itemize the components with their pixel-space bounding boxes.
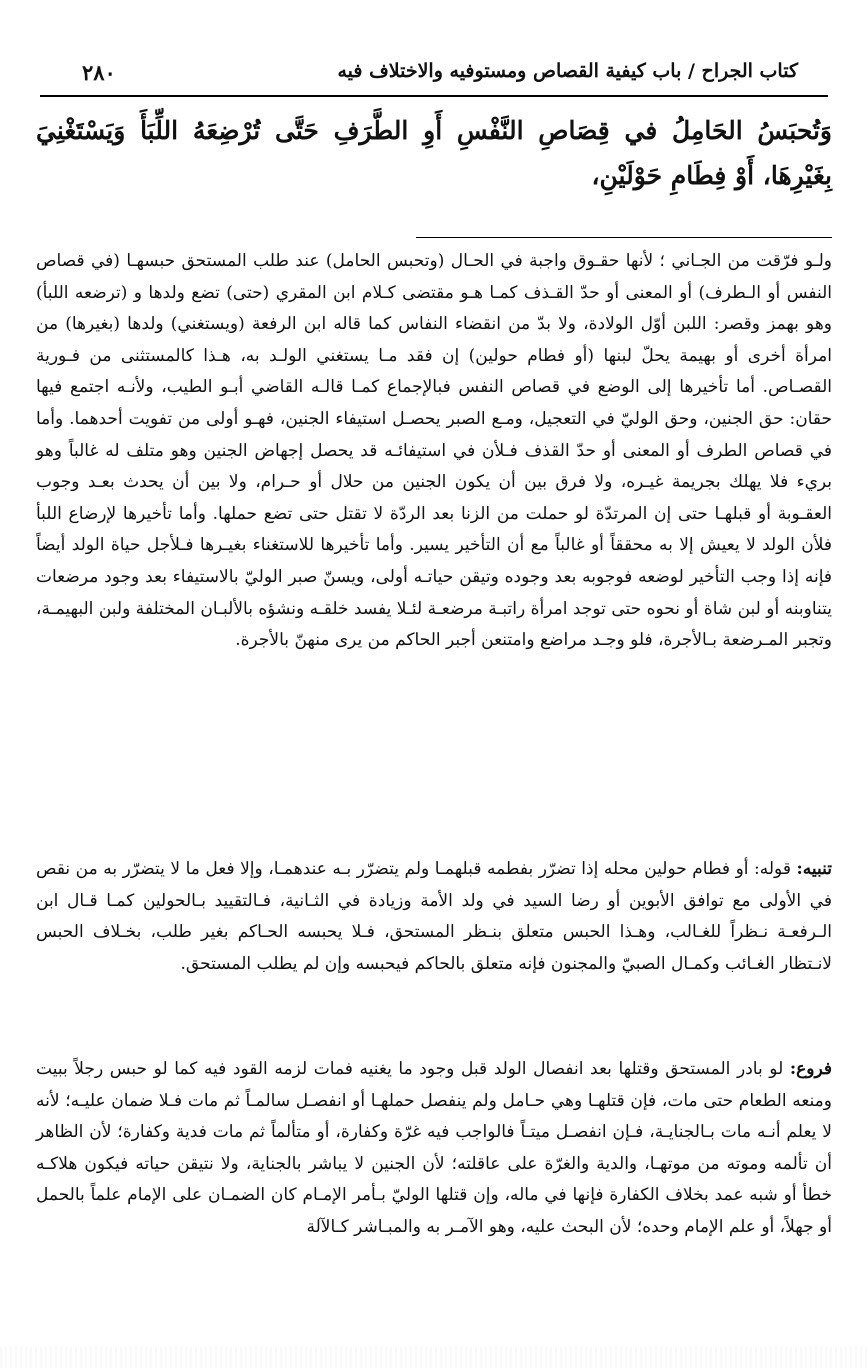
header-divider (40, 95, 828, 97)
matn-text: وَتُحبَسُ الحَامِلُ في قِصَاصِ النَّفْسِ أَوِ الطَّرَفِ حَتَّى تُرْضِعَهُ اللِّبَأَ وَيَسْتَغْنِيَ بِغَيْرِهَا، أَوْ فِطَامِ حَوْلَيْنِ، (36, 116, 832, 190)
tanbih-text: قوله: أو فطام حولين محله إذا تضرّر بفطمه قبلهمـا ولم يتضرّر بـه عندهمـا، وإلا فعل ما لا يتضرّر به من نقص في الأولى مع توافق الأبوين أو رضا السيد في ولد الأمة وزيادة في الثـانية، فـالتقييد بـالحولين كمـا قـال ابن الـرفعـة نـظراً للغـالب، وهـذا الحبس متعلق بنـظر المستحق، فـلا يحبسه الحـاكم بغير طلب، بخـلاف الحبس لانـتظار الغـائب وكمـال الصبيّ والمجنون فإنه متعلق بالحاكم فيحبسه وإن لم يطلب المستحق. (36, 859, 832, 974)
tanbih-paragraph (36, 854, 832, 980)
matn-divider (416, 237, 832, 238)
commentary-text: ولـو فرّقت من الجـاني ؛ لأنها حقـوق واجبة في الحـال (وتحبس الحامل) عند طلب المستحق حبسهـا (في قصاص النفس أو الـطرف) أو المعنى أو حدّ القـذف كمـا هـو مقتضى كـلام ابن المقري (حتى) تضع ولدها و (ترضعه اللبأ) وهو بهمز وقصر: اللبن أوّل الولادة، ولا بدّ من انقضاء النفاس كما قاله ابن الرفعة (ويستغني) ولدها (بغيرها) من امرأة أخرى أو بهيمة يحلّ لبنها (أو فطام حولين) إن فقد مـا يستغني الولـد به، هـذا كالمستثنى من فـورية القصـاص. أما تأخيرها إلى الوضع في قصاص النفس فبالإجماع كمـا قالـه القاضي أبـو الطيب، ولأنـه اجتمع فيها حقان: حق الجنين، وحق الوليّ في التعجيل، ومـع الصبر يحصـل استيفاء الجنين، فهـو أولى من تفويت أحدهما. وأما في قصاص الطرف أو المعنى أو حدّ القذف فـلأن في استيفائـه قد يحصل إجهاض الجنين وهو متلف له غالباً وهو بريء فلا يهلك بجريمة غيـره، ولا فرق بين أن يكون الجنين من حلال أو حـرام، ولا بين أن يحدث بعـد وجوب العقـوبة أو قبلهـا حتى إن المرتدّة لو حملت من الزنا بعد الردّة لا تقتل حتى تضع حملها. وأما تأخيرها لإرضاع اللبأ فلأن الولد لا يعيش إلا به محققاً أو غالباً مع أن التأخير يسير. وأما تأخيرها للاستغناء بغيـرها فـلأجل حياة الولد أيضاً فإنه إذا وجب التأخير لوضعه فوجوبه بعد وجوده وتيقن حياتـه أولى، ويسنّ صبر الوليّ بالاستيفاء بعد وجود مرضعات يتناوبنه أو لبن شاة أو نحوه حتى توجد امرأة راتبـة مرضعـة لئـلا يفسد خلقـه ونشؤه بالألبـان المختلفة ولبن البهيمـة، وتجبر المـرضعة بـالأجرة، فلو وجـد مراضع وامتنعن أجبر الحاكم من يرى منهنّ بالأجرة. (36, 251, 832, 651)
commentary-paragraph (36, 246, 832, 657)
running-header (40, 60, 828, 90)
tanbih-heading: تنبيه: (796, 859, 832, 879)
furu-heading: فروع: (789, 1059, 832, 1079)
running-title: كتاب الجراح / باب كيفية القصاص ومستوفيه والاختلاف فيه (337, 60, 798, 82)
scan-edge-noise (0, 1346, 868, 1368)
page-number: ٢٨٠ (82, 60, 116, 85)
furu-text: لو بادر المستحق وقتلها بعد انفصال الولد قبل وجود ما يغنيه فمات لزمه القود فيه كما لو حبس رجلاً ببيت ومنعه الطعام حتى مات، فإن قتلهـا وهي حـامل ولم ينفصل حملهـا أو انفصـل سالمـاً ثم مات فـلا ضمان عليـه؛ لأنه لا يعلم أنـه مات بـالجنايـة، فـإن انفصـل ميتـاً فالواجب فيه غرّة وكفارة، أو متألماً ثم مات فدية وكفارة؛ لأن الظاهر أن تألمه وموته من موتهـا، والدية والغرّة على عاقلته؛ لأن الجنين لا يباشر بالجناية، ولا نتيقن حياته فيكون هلاكـه خطأ أو شبه عمد بخلاف الكفارة فإنها في ماله، وإن قتلها الوليّ بـأمر الإمـام كان الضمـان على الإمام علماً بالحمل أو جهلاً، أو علم الإمام وحده؛ لأن البحث عليه، وهو الآمـر به والمبـاشر كـالآلة (36, 1059, 832, 1237)
furu-paragraph (36, 1054, 832, 1244)
